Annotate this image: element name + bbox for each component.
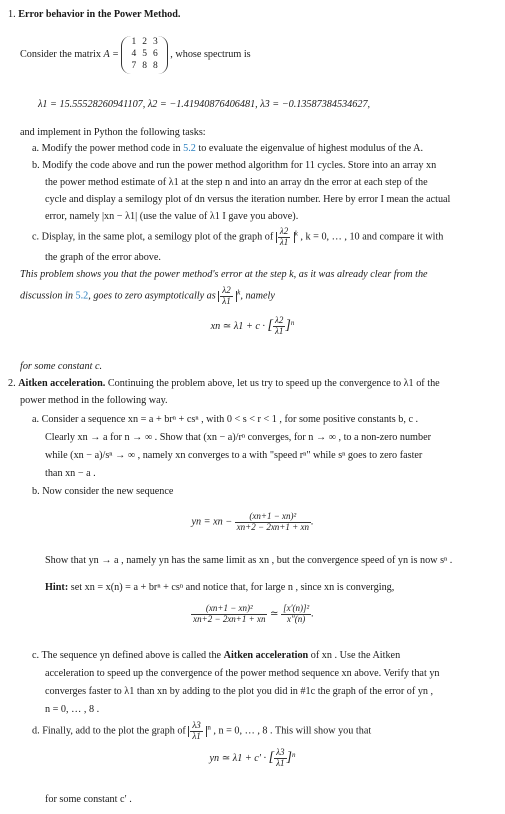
section-link[interactable]: 5.2: [183, 143, 196, 154]
task-2d: d. Finally, add to the plot the graph of $\frac{\lambda 3}{\lambda 1}$ $^n$ , n = 0, … , 8 . This will show you that: [32, 720, 372, 741]
problem-number: 1.: [8, 9, 16, 20]
frac-den: x″(n): [287, 613, 306, 624]
eq-relation: ≃: [270, 608, 279, 620]
frac-den: xn+2 − 2xn+1 + xn: [236, 521, 309, 532]
hint-text: set xn = x(n) = a + brⁿ + csⁿ and notice that, for large n , since xn is converging,: [70, 582, 395, 593]
matrix-cell: 8: [142, 60, 147, 71]
intro-text: Continuing the problem above, let us try to speed up the convergence to λ1 of the: [107, 378, 440, 389]
task-1b-line: error, namely |xn − λ1| (use the value of λ1 I gave you above).: [45, 211, 299, 222]
item-label: b.: [32, 486, 40, 497]
bold-term: Aitken acceleration: [223, 650, 309, 661]
item-text: Now consider the new sequence: [42, 486, 174, 497]
note-text: , goes to zero asymptotically as: [88, 290, 216, 302]
frac-den: λ1: [276, 758, 285, 769]
equation-2: yn = xn − $\frac{\text{(xn+1 − xn)²}}{xn+2 - 2xn+1 + xn}$ .: [191, 511, 314, 532]
task-lead: and implement in Python the following tasks:: [20, 127, 206, 138]
frac-num: [x′(n)]²: [283, 603, 310, 613]
item-label: c.: [32, 231, 40, 243]
intro-text: , whose spectrum is: [170, 49, 251, 61]
task-1c-line: the graph of the error above.: [45, 252, 161, 263]
item-label: a.: [32, 414, 40, 425]
matrix-cell: 1: [131, 37, 137, 47]
item-text: , n = 0, … , 8 . This will show you that: [213, 725, 372, 737]
frac-num: λ3: [192, 720, 201, 730]
equation-3: $\frac{\text{(xn+1 − xn)²}}{xn+2 - 2xn+1 + xn}$ ≃ $\frac{\text{[x′(n)]²}}{x''(n)}$ .: [193, 603, 314, 624]
problem-number: 2.: [8, 378, 16, 389]
item-text: Finally, add to the plot the graph of: [42, 725, 186, 737]
task-2a-line: while (xn − a)/sⁿ → ∞ , namely xn converges to a with "speed rⁿ" while sⁿ goes to zero faster: [45, 450, 423, 461]
note-end: for some constant c.: [20, 361, 103, 372]
matrix-cell: 6: [152, 48, 158, 59]
spectrum-line: [38, 98, 505, 113]
task-1b: [32, 159, 500, 174]
matrix-cell: 8: [152, 60, 158, 71]
task-2c-line: n = 0, … , 8 .: [45, 704, 100, 715]
frac-den: λ1: [279, 236, 289, 247]
frac-den: λ1: [192, 730, 201, 741]
matrix-cell: 2: [142, 37, 147, 47]
item-label: c.: [32, 650, 40, 661]
item-text: Modify the power method code in: [41, 143, 181, 154]
intro-text: Consider the matrix: [20, 49, 101, 61]
frac-num: λ2: [279, 226, 289, 236]
task-2a: [32, 413, 418, 428]
task-1c: c. Display, in the same plot, a semilogy plot of the graph of $\frac{\lambda 2}{\lambda 1}$ $^k$ , k = 0, … , 10 and compare it with: [32, 226, 444, 247]
hint-label: Hint:: [45, 582, 69, 593]
intro-text: power method in the following way.: [20, 395, 168, 406]
item-label: d.: [32, 725, 40, 737]
problem-2-heading: [8, 377, 500, 392]
section-link[interactable]: 5.2: [75, 290, 89, 302]
item-text: of xn . Use the Aitken: [310, 650, 401, 661]
matrix-cell: 3: [152, 37, 158, 47]
task-2b-line: Show that yn → a , namely yn has the same limit as xn , but the convergence speed of yn is now sⁿ .: [45, 555, 453, 566]
item-text: Display, in the same plot, a semilogy plot of the graph of: [41, 231, 274, 243]
frac-den: λ1: [274, 326, 284, 337]
note-text: , namely: [240, 290, 275, 302]
task-2c: [32, 649, 400, 664]
matrix-cell: 7: [131, 60, 137, 71]
eq-lhs: yn ≃ λ1 + c′ ·: [209, 753, 267, 764]
hint-line: [45, 581, 394, 596]
eq-lhs: yn = xn −: [191, 516, 233, 528]
end-text: for some constant c′ .: [45, 794, 132, 805]
task-2b: [32, 485, 173, 500]
task-2c-line: converges faster to λ1 than xn by adding to the plot you did in #1c the graph of the error of yn ,: [45, 686, 434, 697]
matrix-line: [20, 36, 505, 74]
equation-1: xn ≃ λ1 + c · [ $\frac{\lambda 2}{\lambda 1}$ ]$^n$: [210, 315, 295, 337]
eq-lhs: xn ≃ λ1 + c ·: [210, 321, 265, 332]
problem-title: Aitken acceleration.: [18, 378, 106, 389]
problem-1-heading: [8, 8, 505, 23]
item-text: to evaluate the eigenvalue of highest modulus of the A.: [198, 143, 424, 154]
frac-num: (xn+1 − xn)²: [235, 512, 311, 523]
note-line-2: discussion in 5.2, goes to zero asymptotically as $\frac{\lambda 2}{\lambda 1}$ $^k$, namely: [20, 285, 275, 306]
task-2a-line: Clearly xn → a for n → ∞ . Show that (xn − a)/rⁿ converges, for n → ∞ , to a non-zero number: [45, 432, 431, 443]
matrix-cell: 4: [131, 48, 137, 59]
item-label: a.: [32, 143, 40, 154]
item-text: The sequence yn defined above is called the: [41, 650, 222, 661]
matrix-A: [121, 36, 167, 74]
frac-num: λ3: [276, 747, 285, 758]
matrix-cell: 5: [142, 48, 147, 59]
problem-title: Error behavior in the Power Method.: [18, 9, 181, 20]
spectrum-values: λ1 = 15.55528260941107, λ2 = −1.41940876406481, λ3 = −0.13587384534627,: [38, 99, 371, 110]
task-2a-line: than xn − a .: [45, 468, 96, 479]
note-text: This problem shows you that the power method's error at the step k, as it was already clear from the: [20, 269, 428, 280]
task-1b-line: the power method estimate of λ1 at the step n and into an array dn the error at each step of the: [45, 177, 428, 188]
frac-num: λ2: [222, 285, 231, 295]
task-1a: [32, 142, 423, 157]
item-text: Consider a sequence xn = a + brⁿ + csⁿ , with 0 < s < r < 1 , for some positive constants b, c .: [41, 414, 419, 425]
item-text: , k = 0, … , 10 and compare it with: [300, 231, 444, 243]
frac-den: λ1: [222, 295, 231, 306]
matrix-name: A =: [103, 49, 119, 61]
frac-num: (xn+1 − xn)²: [191, 604, 267, 615]
note-text: discussion in: [20, 290, 73, 302]
item-text: Modify the code above and run the power method algorithm for 11 cycles. Store into an array xn: [42, 160, 437, 171]
frac-num: λ2: [274, 315, 284, 326]
equation-4: yn ≃ λ1 + c′ · [ $\frac{\lambda 3}{\lambda 1}$ ]$^n$: [209, 747, 296, 769]
task-2c-line: acceleration to speed up the convergence of the power method sequence xn above. Verify that yn: [45, 668, 440, 679]
task-1b-line: cycle and display a semilogy plot of dn versus the iteration number. Here by error I mean the actual: [45, 194, 451, 205]
frac-den: xn+2 − 2xn+1 + xn: [193, 613, 266, 624]
item-label: b.: [32, 160, 40, 171]
